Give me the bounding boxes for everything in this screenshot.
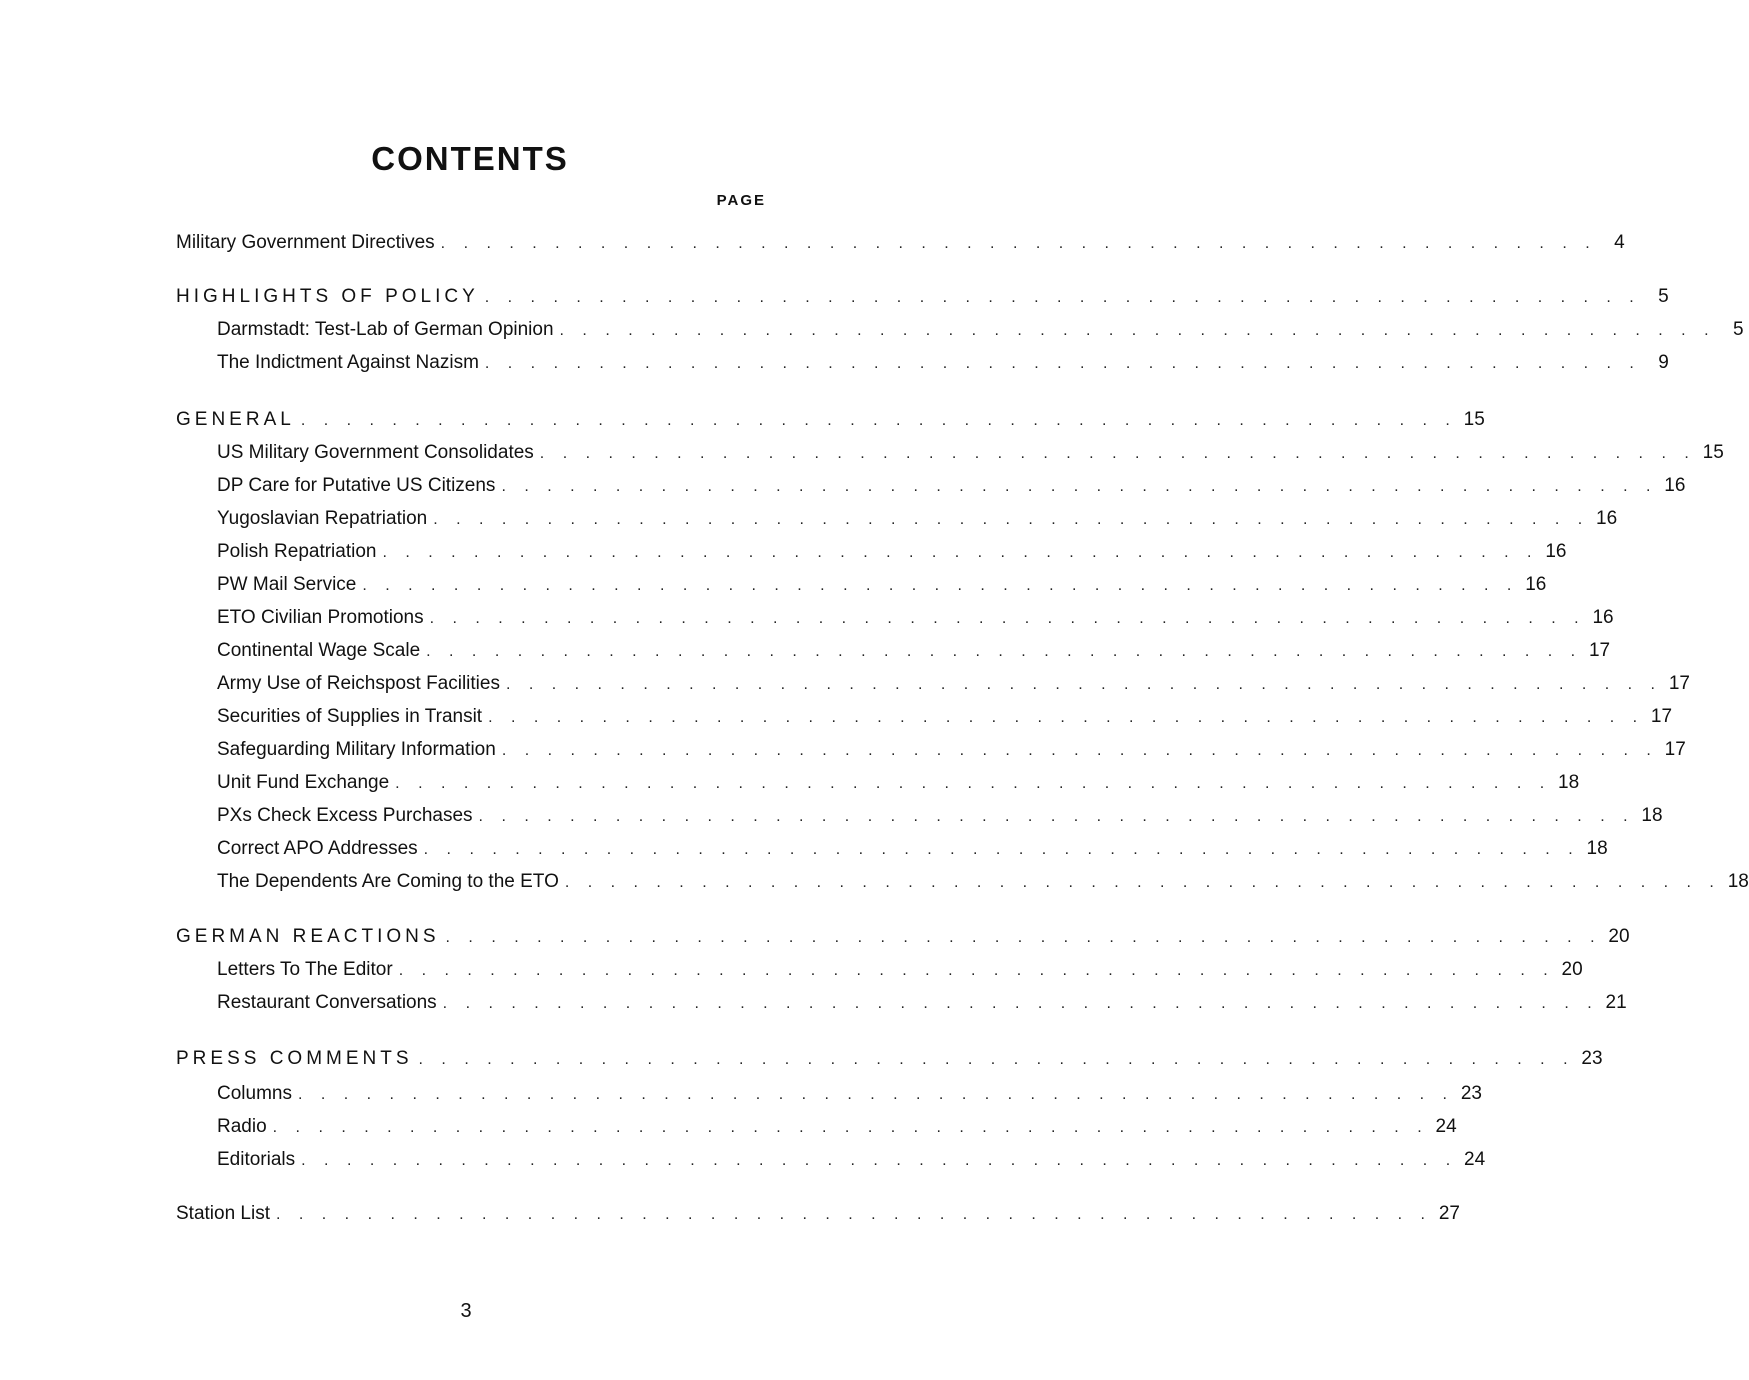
toc-entry[interactable]	[217, 640, 1611, 670]
toc-entry[interactable]	[217, 1149, 1486, 1179]
toc-entry[interactable]	[217, 607, 1614, 637]
toc-entry-page: 15	[1463, 409, 1485, 430]
toc-entry-page: 18	[1558, 772, 1580, 793]
toc-entry[interactable]	[217, 508, 1618, 538]
toc-entry-page: 15	[1702, 442, 1724, 463]
dot-leader: . . . . . . . . . . . . . . . . . . . . . . . . . . . . . . . . . . . . . . . . . . . . . . . . . . .	[272, 1119, 1429, 1136]
toc-entry-page: 17	[1650, 706, 1673, 727]
toc-entry[interactable]	[217, 772, 1580, 802]
dot-leader: . . . . . . . . . . . . . . . . . . . . . . . . . . . . . . . . . . . . . . . . . . . . . . . . . . .	[423, 841, 1580, 858]
toc-entry[interactable]	[217, 442, 1724, 472]
toc-entry-page: 24	[1435, 1116, 1457, 1137]
dot-leader: . . . . . . . . . . . . . . . . . . . . . . . . . . . . . . . . . . . . . . . . . . . . . . . . . . .	[478, 808, 1635, 825]
dot-leader: . . . . . . . . . . . . . . . . . . . . . . . . . . . . . . . . . . . . . . . . . . . . . . . . . . .	[440, 235, 1597, 252]
toc-entry[interactable]	[217, 1116, 1457, 1146]
toc-entry-page: 18	[1727, 871, 1749, 892]
dot-leader: . . . . . . . . . . . . . . . . . . . . . . . . . . . . . . . . . . . . . . . . . . . . . . . . . . .	[559, 322, 1716, 339]
toc-section-general[interactable]	[176, 409, 1485, 439]
toc-entry-title: Army Use of Reichspost Facilities	[217, 673, 500, 694]
toc-entry-page: 17	[1668, 673, 1690, 694]
toc-entry-title: Yugoslavian Repatriation	[217, 508, 428, 529]
toc-entry-title: Continental Wage Scale	[217, 640, 421, 661]
toc-section-title: GENERAL	[176, 409, 295, 430]
toc-section-highlights-of-policy[interactable]	[176, 286, 1669, 316]
dot-leader: . . . . . . . . . . . . . . . . . . . . . . . . . . . . . . . . . . . . . . . . . . . . . . . . . . .	[429, 610, 1586, 627]
toc-entry[interactable]	[217, 574, 1547, 604]
toc-entry[interactable]	[217, 352, 1669, 382]
toc-entry[interactable]	[217, 959, 1583, 989]
toc-entry-page: 16	[1525, 574, 1547, 595]
toc-entry-page: 21	[1605, 992, 1627, 1013]
dot-leader: . . . . . . . . . . . . . . . . . . . . . . . . . . . . . . . . . . . . . . . . . . . . . . . . . . .	[564, 874, 1721, 891]
toc-entry[interactable]	[217, 992, 1627, 1022]
dot-leader: . . . . . . . . . . . . . . . . . . . . . . . . . . . . . . . . . . . . . . . . . . . . . . . . . . .	[300, 412, 1457, 429]
toc-entry[interactable]	[217, 541, 1567, 571]
toc-entry[interactable]	[217, 871, 1749, 901]
toc-entry-page: 18	[1586, 838, 1608, 859]
toc-section-german-reactions[interactable]	[176, 926, 1630, 956]
toc-entry-title: Radio	[217, 1116, 267, 1137]
toc-entry-station-list[interactable]	[176, 1203, 1460, 1233]
toc-entry[interactable]	[217, 673, 1690, 703]
toc-entry-page: 4	[1614, 232, 1625, 253]
toc-entry[interactable]	[217, 319, 1744, 349]
toc-entry-page: 24	[1464, 1149, 1486, 1170]
toc-entry[interactable]	[217, 706, 1673, 736]
toc-entry-title: Correct APO Addresses	[217, 838, 418, 859]
dot-leader: . . . . . . . . . . . . . . . . . . . . . . . . . . . . . . . . . . . . . . . . . . . . . . . . . . .	[501, 478, 1658, 495]
toc-entry-title: DP Care for Putative US Citizens	[217, 475, 496, 496]
dot-leader: . . . . . . . . . . . . . . . . . . . . . . . . . . . . . . . . . . . . . . . . . . . . . . . . . . .	[297, 1086, 1454, 1103]
toc-entry-title: PXs Check Excess Purchases	[217, 805, 473, 826]
toc-entry[interactable]	[217, 805, 1663, 835]
toc-entry-title: Military Government Directives	[176, 232, 435, 253]
toc-entry-title: Safeguarding Military Information	[217, 739, 496, 760]
toc-entry-page: 23	[1460, 1083, 1482, 1104]
toc-entry-page: 20	[1608, 926, 1630, 947]
toc-entry-title: Polish Repatriation	[217, 541, 377, 562]
dot-leader: . . . . . . . . . . . . . . . . . . . . . . . . . . . . . . . . . . . . . . . . . . . . . . . . . . .	[484, 289, 1641, 306]
dot-leader: . . . . . . . . . . . . . . . . . . . . . . . . . . . . . . . . . . . . . . . . . . . . . . . . . . .	[418, 1051, 1575, 1068]
toc-entry-title: Restaurant Conversations	[217, 992, 437, 1013]
toc-entry-page: 9	[1658, 352, 1669, 373]
toc-entry-page: 17	[1664, 739, 1686, 760]
toc-entry-title: PW Mail Service	[217, 574, 357, 595]
dot-leader: . . . . . . . . . . . . . . . . . . . . . . . . . . . . . . . . . . . . . . . . . . . . . . . . . . .	[505, 676, 1662, 693]
toc-entry-page: 5	[1658, 286, 1669, 307]
toc-entry-title: Securities of Supplies in Transit	[217, 706, 483, 727]
toc-entry[interactable]	[217, 475, 1686, 505]
dot-leader: . . . . . . . . . . . . . . . . . . . . . . . . . . . . . . . . . . . . . . . . . . . . . . . . . . .	[301, 1152, 1458, 1169]
dot-leader: . . . . . . . . . . . . . . . . . . . . . . . . . . . . . . . . . . . . . . . . . . . . . . . . . . .	[395, 775, 1552, 792]
page-column-header: PAGE	[716, 192, 766, 209]
toc-entry-title: US Military Government Consolidates	[217, 442, 534, 463]
dot-leader: . . . . . . . . . . . . . . . . . . . . . . . . . . . . . . . . . . . . . . . . . . . . . . . . . . .	[442, 995, 1599, 1012]
dot-leader: . . . . . . . . . . . . . . . . . . . . . . . . . . . . . . . . . . . . . . . . . . . . . . . . . . .	[484, 355, 1641, 372]
dot-leader: . . . . . . . . . . . . . . . . . . . . . . . . . . . . . . . . . . . . . . . . . . . . . . . . . . .	[501, 742, 1658, 759]
toc-entry-title: The Dependents Are Coming to the ETO	[217, 871, 559, 892]
toc-section-title: HIGHLIGHTS OF POLICY	[176, 286, 479, 307]
toc-entry-title: Letters To The Editor	[217, 959, 393, 980]
page-number: 3	[460, 1300, 472, 1322]
toc-entry-page: 23	[1581, 1048, 1603, 1069]
toc-entry-page: 27	[1438, 1203, 1460, 1224]
toc-entry-title: The Indictment Against Nazism	[217, 352, 479, 373]
dot-leader: . . . . . . . . . . . . . . . . . . . . . . . . . . . . . . . . . . . . . . . . . . . . . . . . . . .	[276, 1206, 1432, 1223]
toc-entry-page: 5	[1732, 319, 1744, 340]
toc-entry-title: Editorials	[217, 1149, 296, 1170]
toc-section-title: PRESS COMMENTS	[176, 1048, 413, 1069]
toc-entry[interactable]	[217, 838, 1608, 868]
dot-leader: . . . . . . . . . . . . . . . . . . . . . . . . . . . . . . . . . . . . . . . . . . . . . . . . . . .	[362, 577, 1519, 594]
toc-entry-title: Unit Fund Exchange	[217, 772, 390, 793]
toc-entry-title: ETO Civilian Promotions	[217, 607, 424, 628]
toc-entry[interactable]	[217, 1083, 1482, 1113]
toc-entry-page: 18	[1641, 805, 1663, 826]
toc-entry-page: 16	[1545, 541, 1567, 562]
toc-entry-military-government-directives[interactable]	[176, 232, 1625, 262]
toc-entry-page: 17	[1588, 640, 1611, 661]
dot-leader: . . . . . . . . . . . . . . . . . . . . . . . . . . . . . . . . . . . . . . . . . . . . . . . . . . .	[539, 445, 1696, 462]
dot-leader: . . . . . . . . . . . . . . . . . . . . . . . . . . . . . . . . . . . . . . . . . . . . . . . . . . .	[433, 511, 1590, 528]
toc-section-title: GERMAN REACTIONS	[176, 926, 440, 947]
toc-entry-title: Station List	[176, 1203, 270, 1224]
toc-entry-page: 20	[1561, 959, 1583, 980]
toc-entry-page: 16	[1592, 607, 1614, 628]
dot-leader: . . . . . . . . . . . . . . . . . . . . . . . . . . . . . . . . . . . . . . . . . . . . . . . . . . .	[426, 643, 1583, 660]
toc-section-press-comments[interactable]	[176, 1048, 1603, 1078]
dot-leader: . . . . . . . . . . . . . . . . . . . . . . . . . . . . . . . . . . . . . . . . . . . . . . . . . . .	[382, 544, 1539, 561]
dot-leader: . . . . . . . . . . . . . . . . . . . . . . . . . . . . . . . . . . . . . . . . . . . . . . . . . . .	[488, 709, 1645, 726]
toc-entry-title: Darmstadt: Test-Lab of German Opinion	[217, 319, 554, 340]
toc-entry[interactable]	[217, 739, 1686, 769]
toc-entry-title: Columns	[217, 1083, 292, 1104]
dot-leader: . . . . . . . . . . . . . . . . . . . . . . . . . . . . . . . . . . . . . . . . . . . . . . . . . . .	[445, 929, 1602, 946]
toc-entry-page: 16	[1596, 508, 1618, 529]
page-title: CONTENTS	[371, 140, 569, 177]
toc-entry-page: 16	[1664, 475, 1686, 496]
dot-leader: . . . . . . . . . . . . . . . . . . . . . . . . . . . . . . . . . . . . . . . . . . . . . . . . . . .	[398, 962, 1555, 979]
